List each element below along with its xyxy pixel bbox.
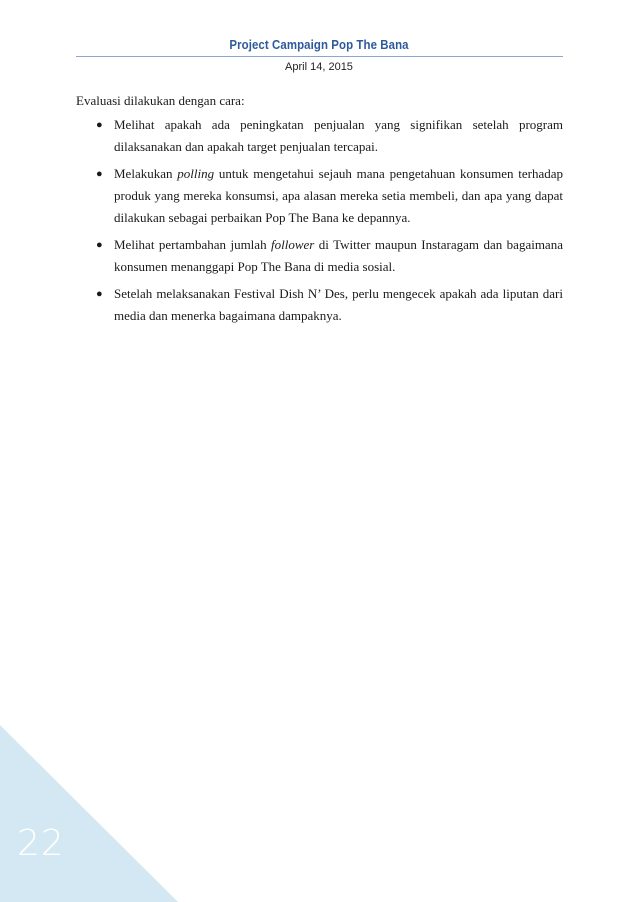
list-item (76, 234, 563, 278)
list-item (76, 163, 563, 229)
list-item-emphasis: polling (177, 166, 215, 181)
page-body (76, 90, 563, 332)
document-header-date: April 14, 2015 (285, 61, 353, 73)
document-header-title: Project Campaign Pop The Bana (229, 37, 409, 52)
page-number: 22 (17, 823, 65, 864)
bullet-icon: ● (96, 119, 103, 131)
list-item-text: untuk mengetahui sejauh mana pengetahuan konsumen terhadap produk yang mereka konsumsi, apa alasan mereka setia membeli, dan apa yang dapat dilakukan sebagai perbaikan Pop The Bana ke depannya. (114, 166, 563, 225)
bullet-icon: ● (96, 288, 103, 300)
list-item-text: Setelah melaksanakan Festival Dish N’ Des, perlu mengecek apakah ada liputan dari media dan menerka bagaimana dampaknya. (114, 286, 563, 323)
evaluation-intro: Evaluasi dilakukan dengan cara: (76, 93, 245, 108)
list-item-text: Melihat pertambahan jumlah (114, 237, 272, 252)
list-item-text: Melakukan (114, 166, 178, 181)
list-item-text: Melihat apakah ada peningkatan penjualan yang signifikan setelah program dilaksanakan dan apakah target penjualan tercapai. (114, 117, 563, 154)
list-item (76, 283, 563, 327)
list-item (76, 114, 563, 158)
page-corner-decoration (0, 725, 178, 902)
bullet-icon: ● (96, 168, 103, 180)
header-divider (76, 56, 563, 57)
evaluation-list (76, 114, 563, 327)
list-item-text: di Twitter maupun Instaragam dan bagaimana konsumen menanggapi Pop The Bana di media sosial. (114, 237, 563, 274)
list-item-emphasis: follower (271, 237, 315, 252)
bullet-icon: ● (96, 239, 103, 251)
